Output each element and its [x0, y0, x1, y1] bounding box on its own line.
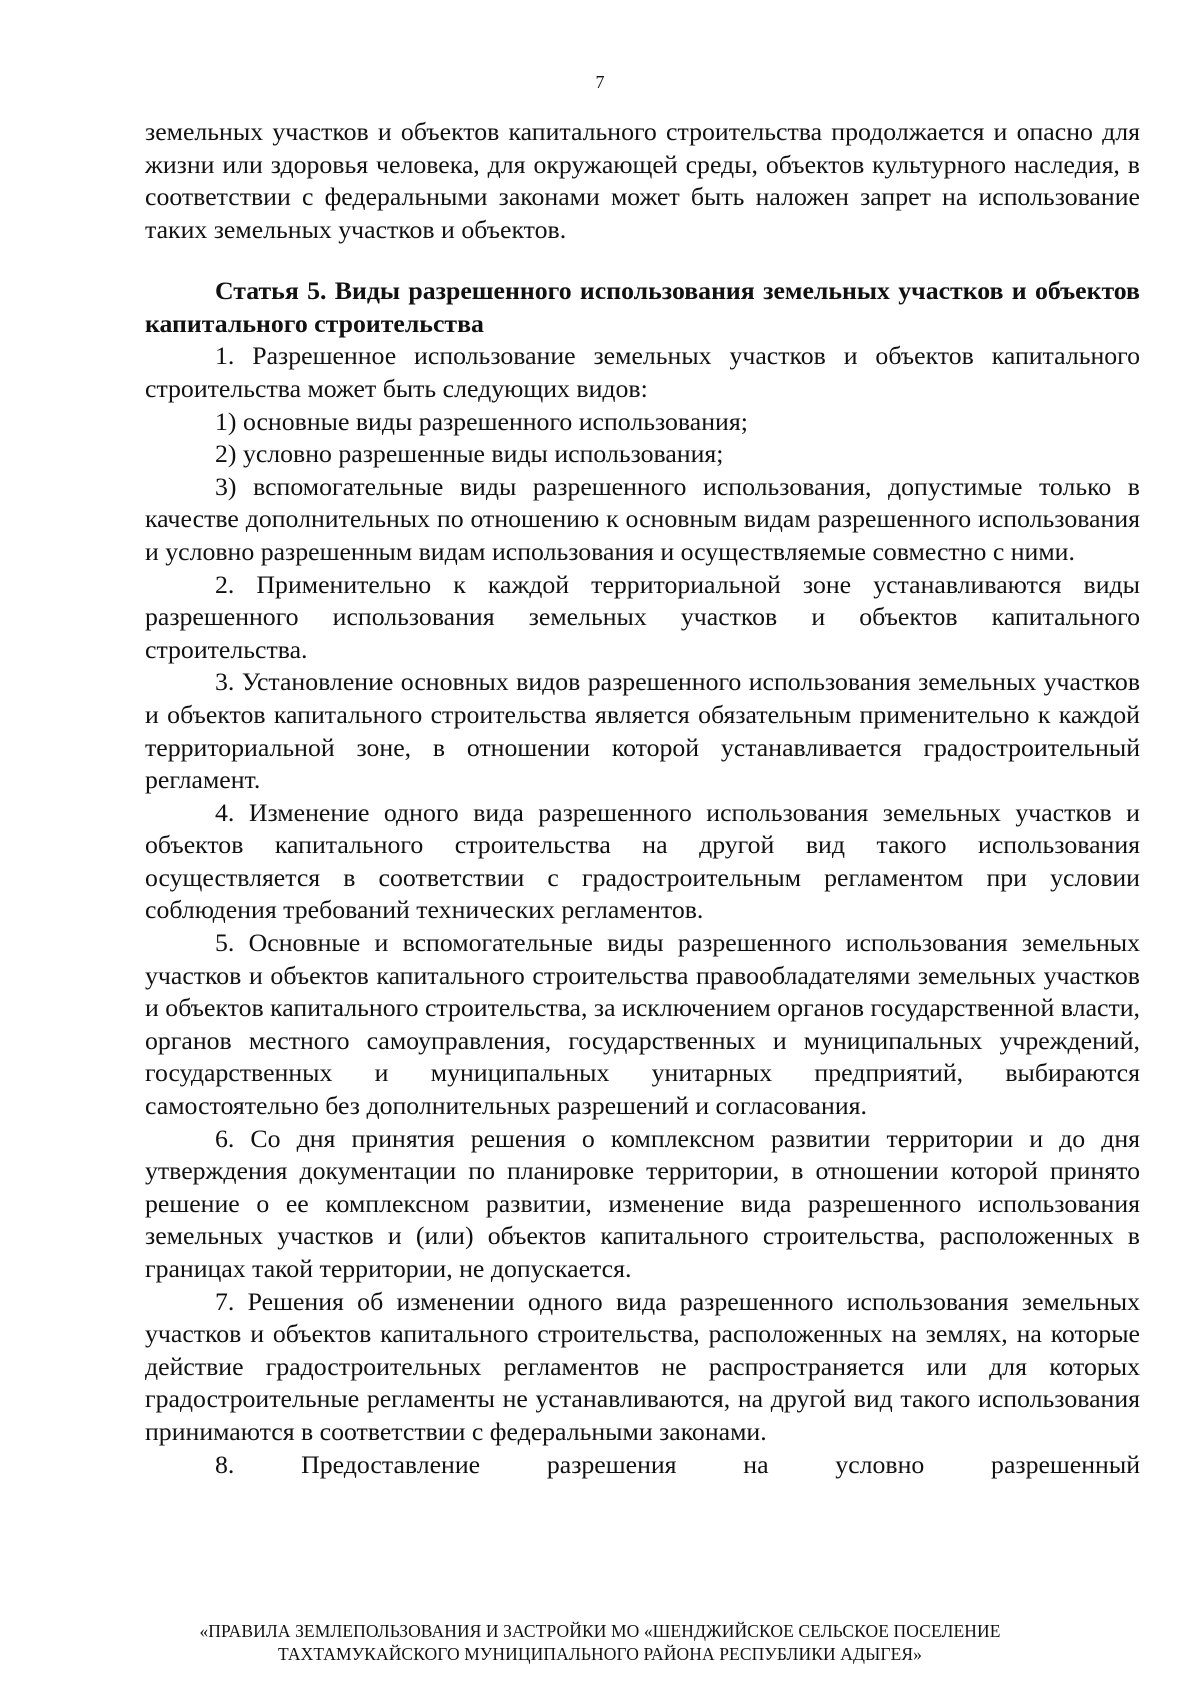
- list-item-3: 3) вспомогательные виды разрешенного использования, допустимые только в качестве дополнительных по отношению к основным видам разрешенного использования и условно разрешенным видам использования и осуществляемые совместно с ними.: [145, 471, 1140, 566]
- paragraph-continuation: земельных участков и объектов капитального строительства продолжается и опасно для жизни или здоровья человека, для окружающей среды, объектов культурного наследия, в соответствии с федеральными законами может быть наложен запрет на использование таких земельных участков и объектов.: [145, 117, 1140, 244]
- article-heading: Статья 5. Виды разрешенного использования земельных участков и объектов капитального строительства: [145, 276, 1140, 339]
- paragraph-6: 6. Со дня принятия решения о комплексном развитии территории и до дня утверждения документации по планировке территории, в отношении которой принято решение о ее комплексном развитии, изменение вида разрешенного использования земельных участков и (или) объектов капитального строительства, расположенных в границах такой территории, не допускается.: [145, 1123, 1140, 1283]
- page-footer: [0, 1620, 1200, 1666]
- page-number: 7: [595, 72, 605, 92]
- paragraph-1: 1. Разрешенное использование земельных участков и объектов капитального строительства может быть следующих видов:: [145, 341, 1140, 403]
- paragraph-5: 5. Основные и вспомогательные виды разрешенного использования земельных участков и объектов капитального строительства правообладателями земельных участков и объектов капитального строительства, за исключением органов государственной власти, органов местного самоуправления, государственных и муниципальных учреждений, государственных и муниципальных унитарных предприятий, выбираются самостоятельно без дополнительных разрешений и согласования.: [145, 928, 1140, 1121]
- paragraph-4: 4. Изменение одного вида разрешенного использования земельных участков и объектов капитального строительства на другой вид такого использования осуществляется в соответствии с градостроительным регламентом при условии соблюдения требований технических регламентов.: [145, 797, 1140, 925]
- footer-line-1: «ПРАВИЛА ЗЕМЛЕПОЛЬЗОВАНИЯ И ЗАСТРОЙКИ МО «ШЕНДЖИЙСКОЕ СЕЛЬСКОЕ ПОСЕЛЕНИЕ: [199, 1621, 1001, 1641]
- list-item-1: 1) основные виды разрешенного использования;: [215, 406, 748, 436]
- paragraph-2: 2. Применительно к каждой территориальной зоне устанавливаются виды разрешенного использования земельных участков и объектов капитального строительства.: [145, 569, 1140, 664]
- paragraph-8: 8. Предоставление разрешения на условно разрешенный: [215, 1449, 1140, 1479]
- footer-line-2: ТАХТАМУКАЙСКОГО МУНИЦИПАЛЬНОГО РАЙОНА РЕСПУБЛИКИ АДЫГЕЯ»: [277, 1644, 922, 1664]
- paragraph-7: 7. Решения об изменении одного вида разрешенного использования земельных участков и объектов капитального строительства, расположенных на землях, на которые действие градостроительных регламентов не распространяется или для которых градостроительные регламенты не устанавливаются, на другой вид такого использования принимаются в соответствии с федеральными законами.: [145, 1286, 1140, 1446]
- document-body: [145, 116, 1140, 1481]
- list-item-2: 2) условно разрешенные виды использования;: [215, 439, 724, 469]
- paragraph-3: 3. Установление основных видов разрешенного использования земельных участков и объектов капитального строительства является обязательным применительно к каждой территориальной зоне, в отношении которой устанавливается градостроительный регламент.: [145, 667, 1140, 795]
